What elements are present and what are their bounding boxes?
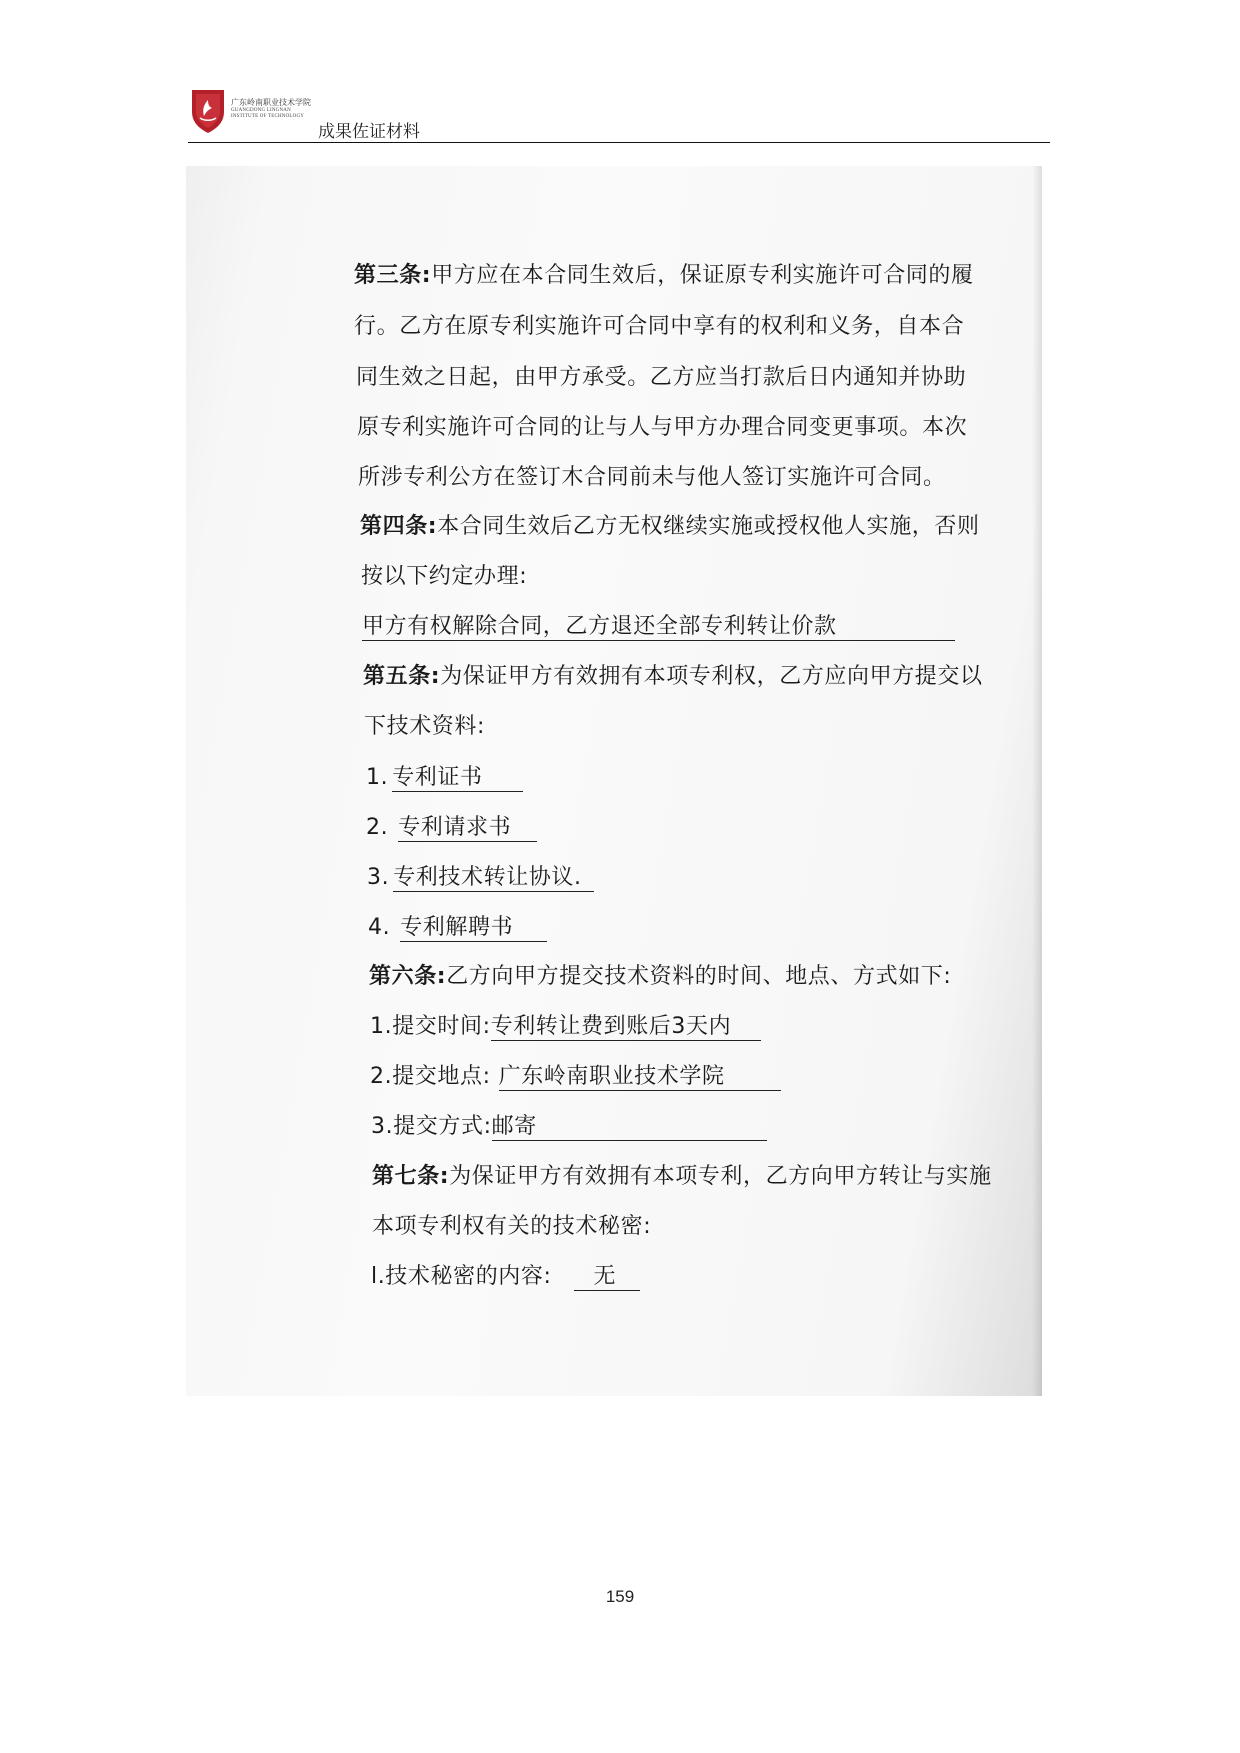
article-4-line-1: 第四条:本合同生效后乙方无权继续实施或授权他人实施，否则 [360,514,980,539]
article-4-line-2: 按以下约定办理: [361,564,528,589]
article-3-line-2: 行。乙方在原专利实施许可合同中享有的权利和义务，自本合 [354,314,965,339]
article-5-line-1: 第五条:为保证甲方有效拥有本项专利权，乙方应向甲方提交以 [363,664,983,689]
school-name-en [231,108,304,120]
article-5-heading: 第五条: [363,664,441,689]
contract-text [186,166,1042,1396]
article-6-line-1: 第六条:乙方向甲方提交技术资料的时间、地点、方式如下: [369,964,952,989]
article-3-line-4: 原专利实施许可合同的让与人与甲方办理合同变更事项。本次 [357,415,968,440]
article-4-line-3: 甲方有权解除合同，乙方退还全部专利转让价款 [362,609,955,641]
school-logo-icon [190,88,226,134]
article-6-heading: 第六条: [369,964,447,989]
article-7-line-1: 第七条:为保证甲方有效拥有本项专利，乙方向甲方转让与实施 [372,1164,992,1189]
article-7-item-1: l.技术秘密的内容: 无 [371,1259,640,1291]
article-4-heading: 第四条: [360,514,438,539]
school-name-cn: 广东岭南职业技术学院 [231,98,311,107]
page-number: 159 [605,1587,635,1606]
article-3-line-1: 第三条:甲方应在本合同生效后，保证原专利实施许可合同的履 [354,263,974,288]
article-3-heading: 第三条: [354,263,432,288]
article-5-item-4: 4. 专利解聘书 [368,910,547,942]
school-name-en-line1: GUANGDONG LINGNAN [231,108,291,113]
article-5-item-1: 1. 专利证书 [366,760,523,792]
page-header [0,0,1240,150]
article-7-line-2: 本项专利权有关的技术秘密: [372,1214,652,1239]
article-5-item-2: 2. 专利请求书 [366,810,537,842]
article-3-line-3: 同生效之日起，由甲方承受。乙方应当打款后日内通知并协助 [356,365,967,390]
header-title: 成果佐证材料 [318,122,420,142]
article-6-item-3: 3.提交方式:邮寄 [371,1109,767,1141]
article-6-item-1: 1.提交时间:专利转让费到账后3天内 [370,1009,761,1041]
article-5-item-3: 3. 专利技术转让协议. [367,860,594,892]
article-7-heading: 第七条: [372,1164,450,1189]
article-5-line-2: 下技术资料: [364,714,486,739]
article-3-line-5: 所涉专利公方在签订木合同前未与他人签订实施许可合同。 [358,465,946,490]
header-divider [188,142,1050,143]
article-6-item-2: 2.提交地点: 广东岭南职业技术学院 [370,1059,781,1091]
school-name-en-line2: INSTITUTE OF TECHNOLOGY [231,114,305,119]
scanned-contract-page [186,166,1042,1396]
